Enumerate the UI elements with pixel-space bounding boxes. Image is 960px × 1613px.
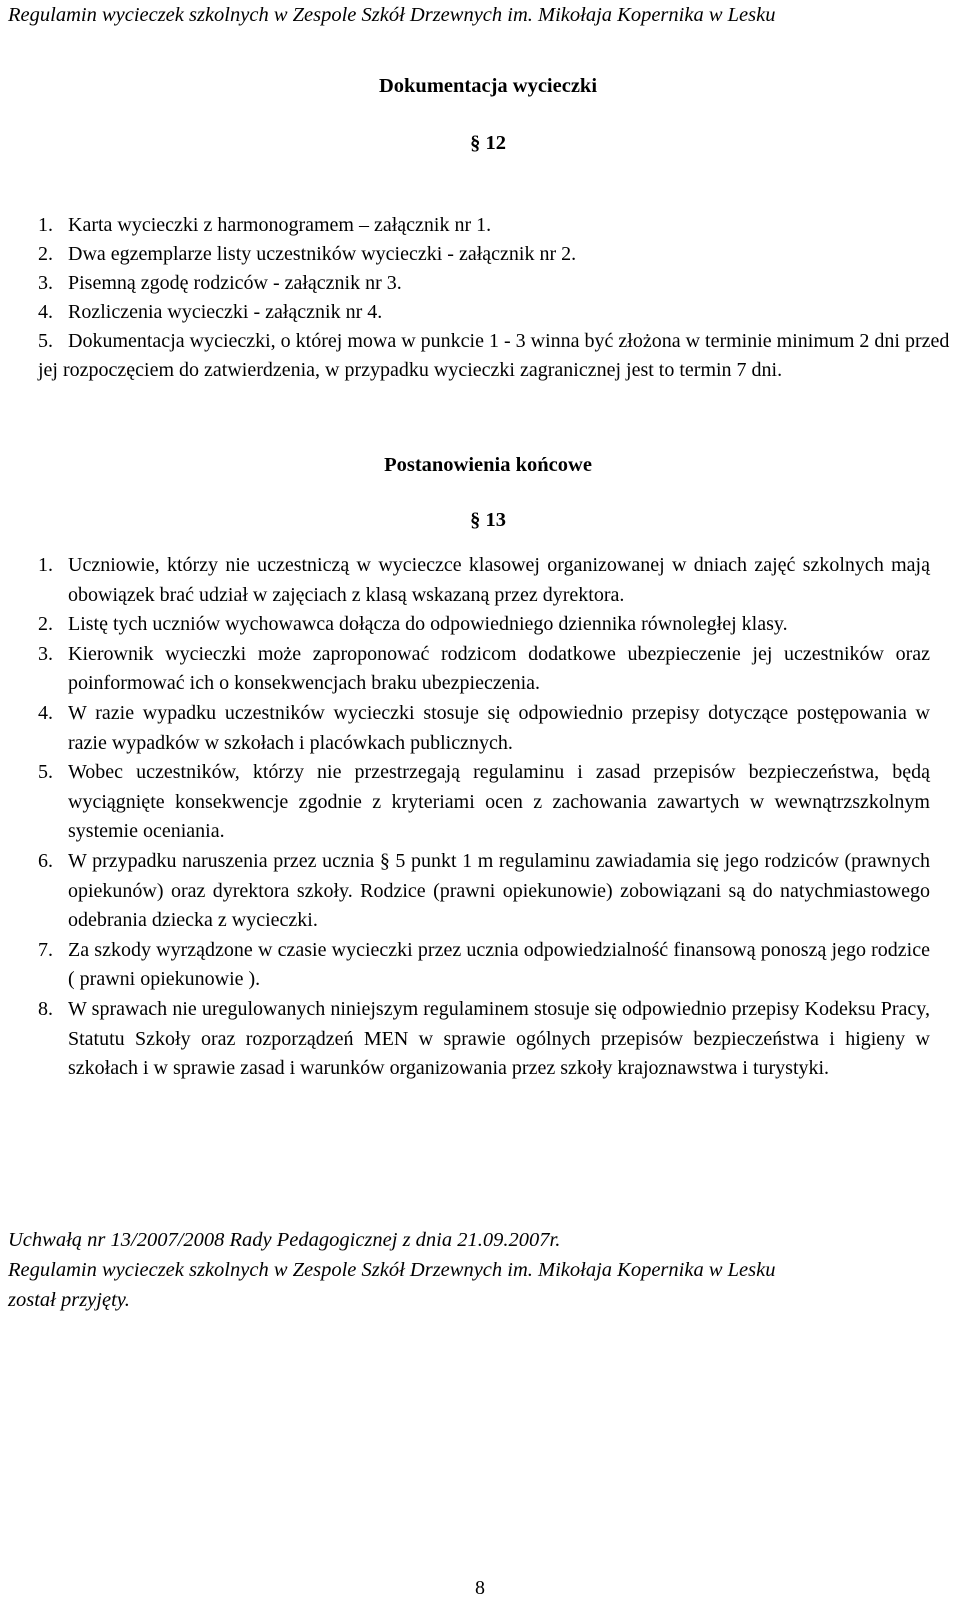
- section-title-documentation: Dokumentacja wycieczki: [378, 75, 598, 97]
- list-item-text: Za szkody wyrządzone w czasie wycieczki przez ucznia odpowiedzialność finansową ponoszą jego rodzice ( prawni opiekunowie ).: [68, 938, 930, 991]
- list-item-text: Kierownik wycieczki może zaproponować rodzicom dodatkowe ubezpieczenie jej uczestników oraz poinformować ich o konsekwencjach braku ubezpieczenia.: [68, 642, 930, 695]
- list-item-number: 2.: [38, 613, 53, 636]
- running-header: Regulamin wycieczek szkolnych w Zespole Szkół Drzewnych im. Mikołaja Kopernika w Lesku: [8, 4, 776, 26]
- list-item-text: W razie wypadku uczestników wycieczki stosuje się odpowiednio przepisy dotyczące postępowania w razie wypadków w szkołach i placówkach publicznych.: [68, 701, 930, 754]
- resolution-line: Uchwałą nr 13/2007/2008 Rady Pedagogicznej z dnia 21.09.2007r.: [8, 1229, 561, 1251]
- list-item: [38, 847, 930, 936]
- list-item-number: 7.: [38, 938, 53, 961]
- list-item: [38, 298, 953, 327]
- list-item-text: Uczniowie, którzy nie uczestniczą w wycieczce klasowej organizowanej w dniach zajęć szkolnych mają obowiązek brać udział w zajęciach z klasą wskazaną przez dyrektora.: [68, 554, 930, 606]
- section-title-final-provisions: Postanowienia końcowe: [384, 454, 592, 476]
- documentation-list: [38, 211, 953, 385]
- list-item: [38, 211, 953, 240]
- list-item-text: W sprawach nie uregulowanych niniejszym regulaminem stosuje się odpowiednio przepisy Kodeksu Pracy, Statutu Szkoły oraz rozporządzeń MEN w sprawie ogólnych przepisów bezpieczeństwa i higieny w szkołach i w sprawie zasad i warunków organizowania przez szkoły krajoznawstwa i turystyki.: [68, 997, 930, 1080]
- list-item-number: 6.: [38, 849, 53, 872]
- list-item: [38, 240, 953, 269]
- list-item: [38, 995, 930, 1084]
- list-item-number: 5.: [38, 330, 53, 352]
- list-item-text: Dokumentacja wycieczki, o której mowa w punkcie 1 - 3 winna być złożona w terminie minimum 2 dni przed jej rozpoczęciem do zatwierdzenia, w przypadku wycieczki zagranicznej jest to termin 7 dni.: [38, 330, 950, 381]
- list-item-number: 2.: [38, 243, 53, 265]
- list-item: [38, 640, 930, 699]
- list-item-text: Pisemną zgodę rodziców - załącznik nr 3.: [68, 272, 402, 294]
- list-item: [38, 610, 930, 640]
- list-item: [38, 551, 930, 610]
- list-item: [38, 269, 953, 298]
- adopted-line: został przyjęty.: [8, 1289, 130, 1311]
- list-item-number: 5.: [38, 761, 53, 784]
- list-item: [38, 699, 930, 758]
- regulation-name-line: Regulamin wycieczek szkolnych w Zespole Szkół Drzewnych im. Mikołaja Kopernika w Lesku: [8, 1259, 776, 1281]
- list-item-number: 3.: [38, 272, 53, 294]
- adoption-note: [8, 1225, 953, 1315]
- list-item-number: 4.: [38, 701, 53, 724]
- list-item-number: 1.: [38, 554, 53, 576]
- page-number: 8: [475, 1577, 485, 1599]
- list-item-text: Dwa egzemplarze listy uczestników wycieczki - załącznik nr 2.: [68, 243, 577, 265]
- paragraph-number-12: § 12: [470, 132, 506, 154]
- list-item-text: Listę tych uczniów wychowawca dołącza do odpowiedniego dziennika równoległej klasy.: [68, 613, 788, 636]
- list-item-number: 8.: [38, 997, 53, 1020]
- paragraph-number-13: § 13: [470, 509, 506, 531]
- list-item-text: Karta wycieczki z harmonogramem – załącznik nr 1.: [68, 214, 492, 236]
- list-item-number: 3.: [38, 642, 53, 665]
- list-item-text: W przypadku naruszenia przez ucznia § 5 punkt 1 m regulaminu zawiadamia się jego rodziców (prawnych opiekunów) oraz dyrektora szkoły. Rodzice (prawni opiekunowie) zobowiązani są do natychmiastowego odebrania dziecka z wycieczki.: [68, 849, 930, 932]
- list-item-text: Wobec uczestników, którzy nie przestrzegają regulaminu i zasad przepisów bezpieczeństwa, będą wyciągnięte konsekwencje zgodnie z kryteriami ocen z zachowania zawartych w wewnątrzszkolnym systemie oceniania.: [68, 761, 930, 843]
- list-item: [38, 327, 953, 385]
- list-item-text: Rozliczenia wycieczki - załącznik nr 4.: [68, 301, 383, 323]
- list-item-number: 1.: [38, 214, 53, 236]
- list-item: [38, 936, 930, 995]
- list-item: [38, 758, 930, 847]
- list-item-number: 4.: [38, 301, 53, 323]
- final-provisions-list: [38, 551, 930, 1084]
